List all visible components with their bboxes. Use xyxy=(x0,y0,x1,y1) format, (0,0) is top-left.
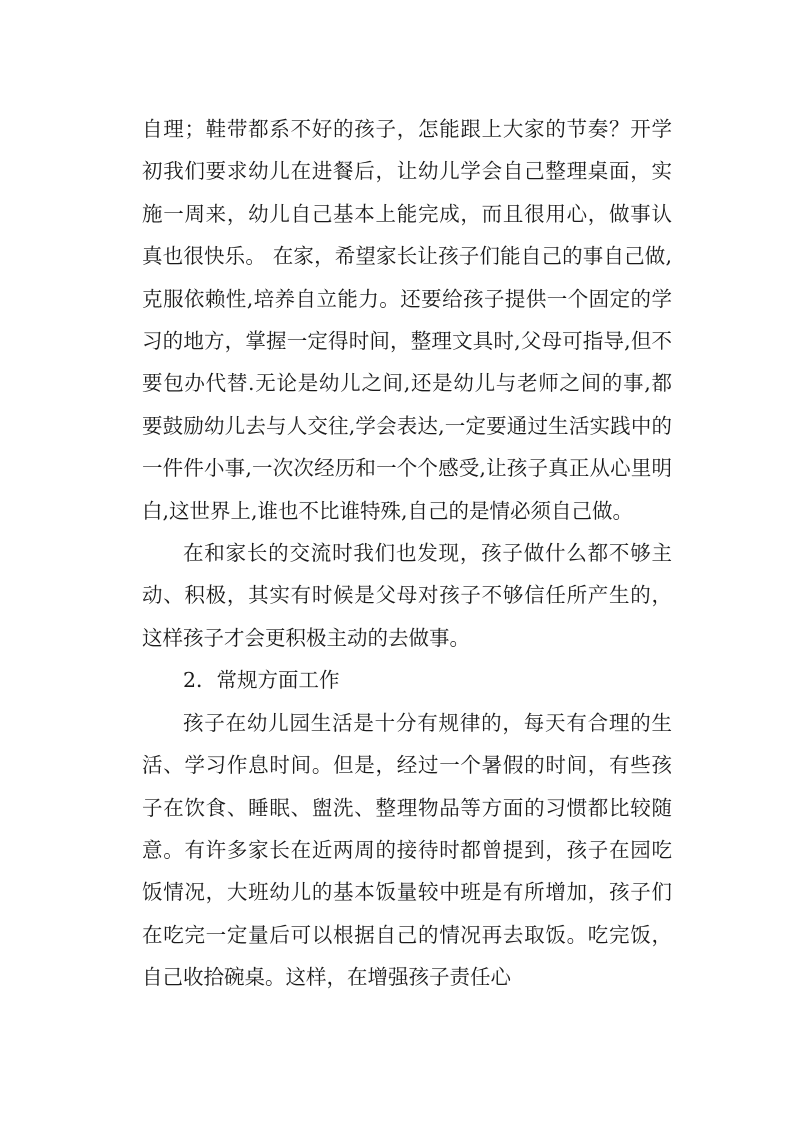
section-heading-routine-work: 2．常规方面工作 xyxy=(183,668,340,693)
body-text xyxy=(142,108,672,999)
paragraph-continuation: 自理；鞋带都系不好的孩子，怎能跟上大家的节奏？开学初我们要求幼儿在进餐后，让幼儿学会自己整理桌面，实施一周来，幼儿自己基本上能完成，而且很用心，做事认真也很快乐。 在家，希望家长让孩子们能自己的事自己做,克服依赖性,培养自立能力。还要给孩子提供一个固定的学习的地方，掌握一定得时间，整理文具时,父母可指导,但不要包办代替.无论是幼儿之间,还是幼儿与老师之间的事,都要鼓励幼儿去与人交往,学会表达,一定要通过生活实践中的一件件小事,一次次经历和一个个感受,让孩子真正从心里明白,这世界上,谁也不比谁特殊,自己的是情必须自己做。 xyxy=(142,117,672,523)
paragraph-parent-communication: 在和家长的交流时我们也发现，孩子做什么都不够主动、积极，其实有时候是父母对孩子不够信任所产生的，这样孩子才会更积极主动的去做事。 xyxy=(142,541,672,650)
paragraph-routine-work: 孩子在幼儿园生活是十分有规律的，每天有合理的生活、学习作息时间。但是，经过一个暑假的时间，有些孩子在饮食、睡眠、盥洗、整理物品等方面的习惯都比较随意。有许多家长在近两周的接待时都曾提到，孩子在园吃饭情况，大班幼儿的基本饭量较中班是有所增加，孩子们在吃完一定量后可以根据自己的情况再去取饭。吃完饭，自己收拾碗桌。这样，在增强孩子责任心 xyxy=(142,710,672,990)
